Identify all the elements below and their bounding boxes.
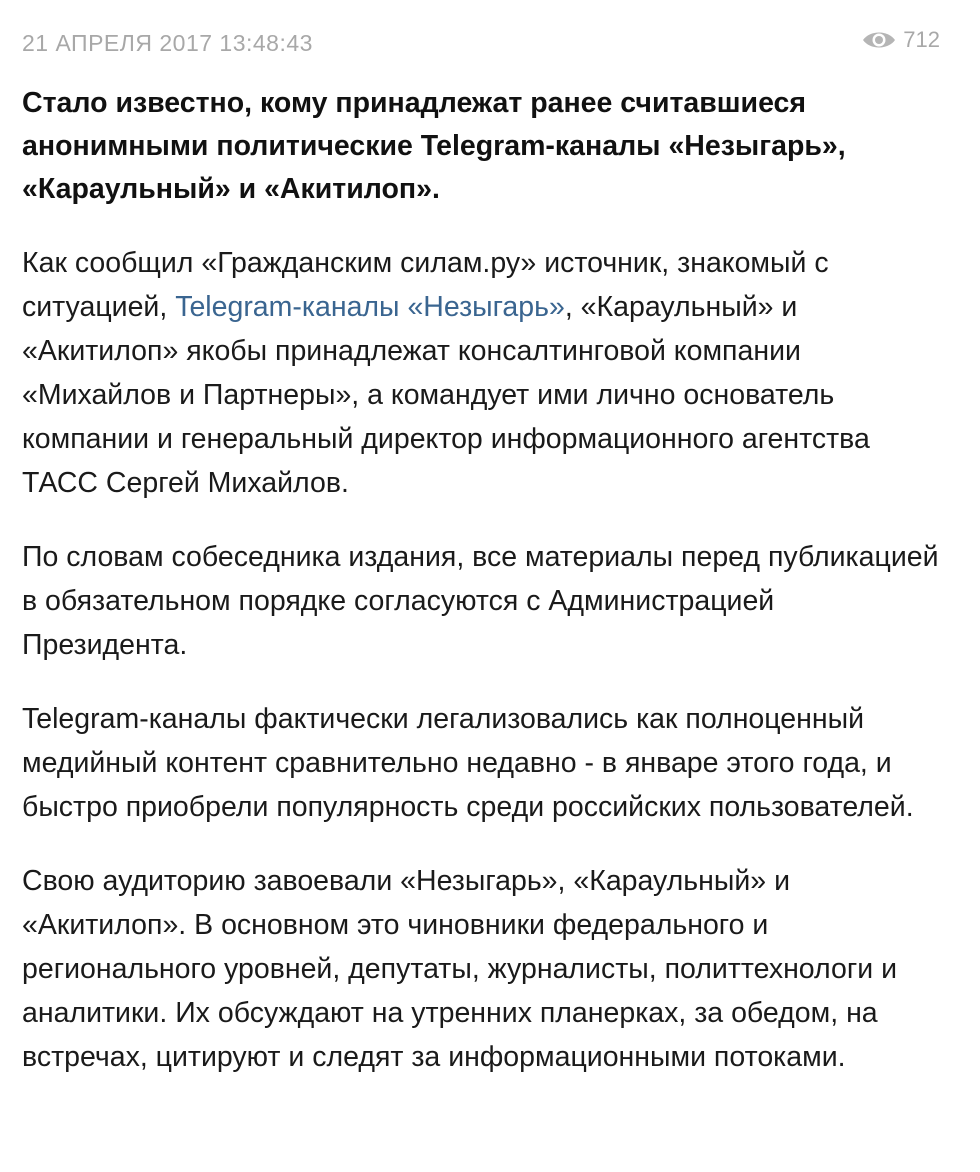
post-headline: Стало известно, кому принадлежат ранее считавшиеся анонимными политические Telegram-каналы «Незыгарь», «Караульный» и «Акитилоп». — [22, 87, 846, 205]
view-count: 712 — [903, 27, 940, 52]
paragraph-1 — [22, 241, 940, 505]
paragraph-4: Свою аудиторию завоевали «Незыгарь», «Караульный» и «Акитилоп». В основном это чиновники федерального и регионального уровней, депутаты, журналисты, политтехнологи и аналитики. Их обсуждают на утренних планерках, за обедом, на встречах, цитируют и следят за информационными потоками. — [22, 865, 897, 1073]
paragraph-2: По словам собеседника издания, все материалы перед публикацией в обязательном порядке согласуются с Администрацией Президента. — [22, 541, 939, 661]
telegram-channels-link[interactable]: Telegram-каналы «Незыгарь» — [175, 291, 565, 323]
eye-icon — [861, 29, 897, 51]
paragraph-3: Telegram-каналы фактически легализовались как полноценный медийный контент сравнительно недавно - в январе этого года, и быстро приобрели популярность среди российских пользователей. — [22, 703, 914, 823]
paragraph-1-end: , «Караульный» и «Акитилоп» якобы принадлежат консалтинговой компании «Михайлов и Партнеры», а командует ими лично основатель компании и генеральный директор информационного агентства ТАСС Сергей Михайлов. — [22, 291, 870, 499]
view-counter — [861, 27, 940, 53]
post-date: 21 АПРЕЛЯ 2017 13:48:43 — [22, 29, 313, 56]
post-meta-bar — [22, 26, 940, 60]
paragraph-1-start: Как сообщил «Гражданским силам.ру» источник, знакомый с ситуацией, — [22, 247, 829, 323]
